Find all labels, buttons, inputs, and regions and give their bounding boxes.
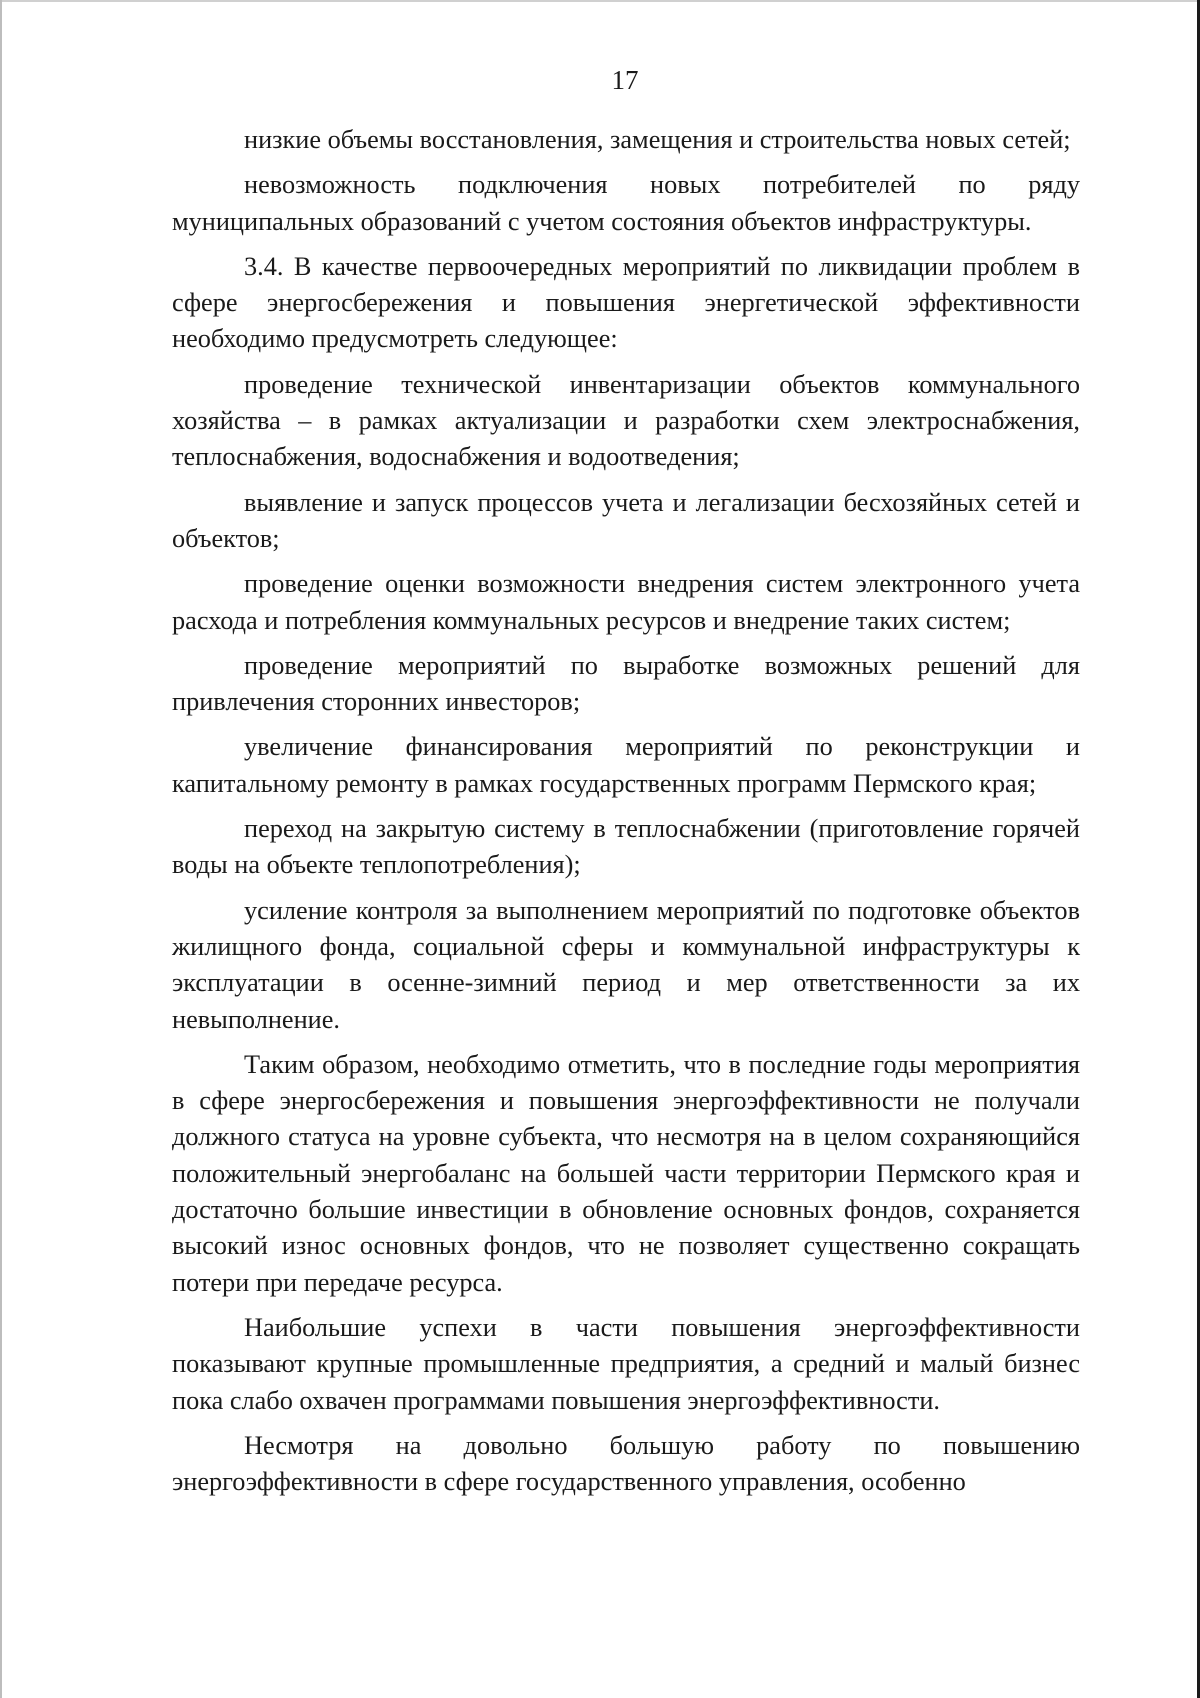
paragraph-closed-heating-system: переход на закрытую систему в теплоснабжении (приготовление горячей воды на объекте теплопотребления); bbox=[172, 814, 1080, 880]
paragraph-public-administration: Несмотря на довольно большую работу по повышению энергоэффективности в сфере государственного управления, особенно bbox=[172, 1430, 1080, 1497]
paragraph-investors: проведение мероприятий по выработке возможных решений для привлечения сторонних инвесторов; bbox=[172, 650, 1080, 717]
document-body bbox=[172, 122, 1080, 1500]
paragraph-financing: увеличение финансирования мероприятий по реконструкции и капитальному ремонту в рамках государственных программ Пермского края; bbox=[172, 732, 1080, 798]
page-number: 17 bbox=[611, 65, 639, 95]
paragraph-electronic-metering: проведение оценки возможности внедрения систем электронного учета расхода и потребления коммунальных ресурсов и внедрение таких систем; bbox=[172, 569, 1080, 635]
paragraph-control-preparation: усиление контроля за выполнением мероприятий по подготовке объектов жилищного фонда, социальной сферы и коммунальной инфраструктуры к эксплуатации в осенне-зимний период и мер ответственности за их невыполнение. bbox=[172, 895, 1080, 1034]
scan-edge-top bbox=[0, 0, 1200, 2]
paragraph-ownerless-networks: выявление и запуск процессов учета и легализации бесхозяйных сетей и объектов; bbox=[172, 487, 1080, 553]
paragraph-technical-inventory: проведение технической инвентаризации объектов коммунального хозяйства – в рамках актуализации и разработки схем электроснабжения, теплоснабжения, водоснабжения и водоотведения; bbox=[172, 369, 1080, 472]
paragraph-connection-impossibility: невозможность подключения новых потребителей по ряду муниципальных образований с учетом состояния объектов инфраструктуры. bbox=[172, 170, 1080, 236]
paragraph-conclusion: Таким образом, необходимо отметить, что в последние годы мероприятия в сфере энергосбережения и повышения энергоэффективности не получали должного статуса на уровне субъекта, что несмотря на в целом сохраняющийся положительный энергобаланс на большей части территории Пермского края и достаточно большие инвестиции в обновление основных фондов, сохраняется высокий износ основных фондов, что не позволяет существенно сокращать потери при передаче ресурса. bbox=[172, 1049, 1080, 1297]
paragraph-industrial-success: Наибольшие успехи в части повышения энергоэффективности показывают крупные промышленные предприятия, а средний и малый бизнес пока слабо охвачен программами повышения энергоэффективности. bbox=[172, 1312, 1080, 1415]
paragraph-section-3-4: 3.4. В качестве первоочередных мероприятий по ликвидации проблем в сфере энергосбережения и повышения энергетической эффективности необходимо предусмотреть следующее: bbox=[172, 251, 1080, 354]
scan-edge-left bbox=[0, 0, 2, 1698]
paragraph-low-renewal-volumes: низкие объемы восстановления, замещения и строительства новых сетей; bbox=[244, 125, 1071, 154]
